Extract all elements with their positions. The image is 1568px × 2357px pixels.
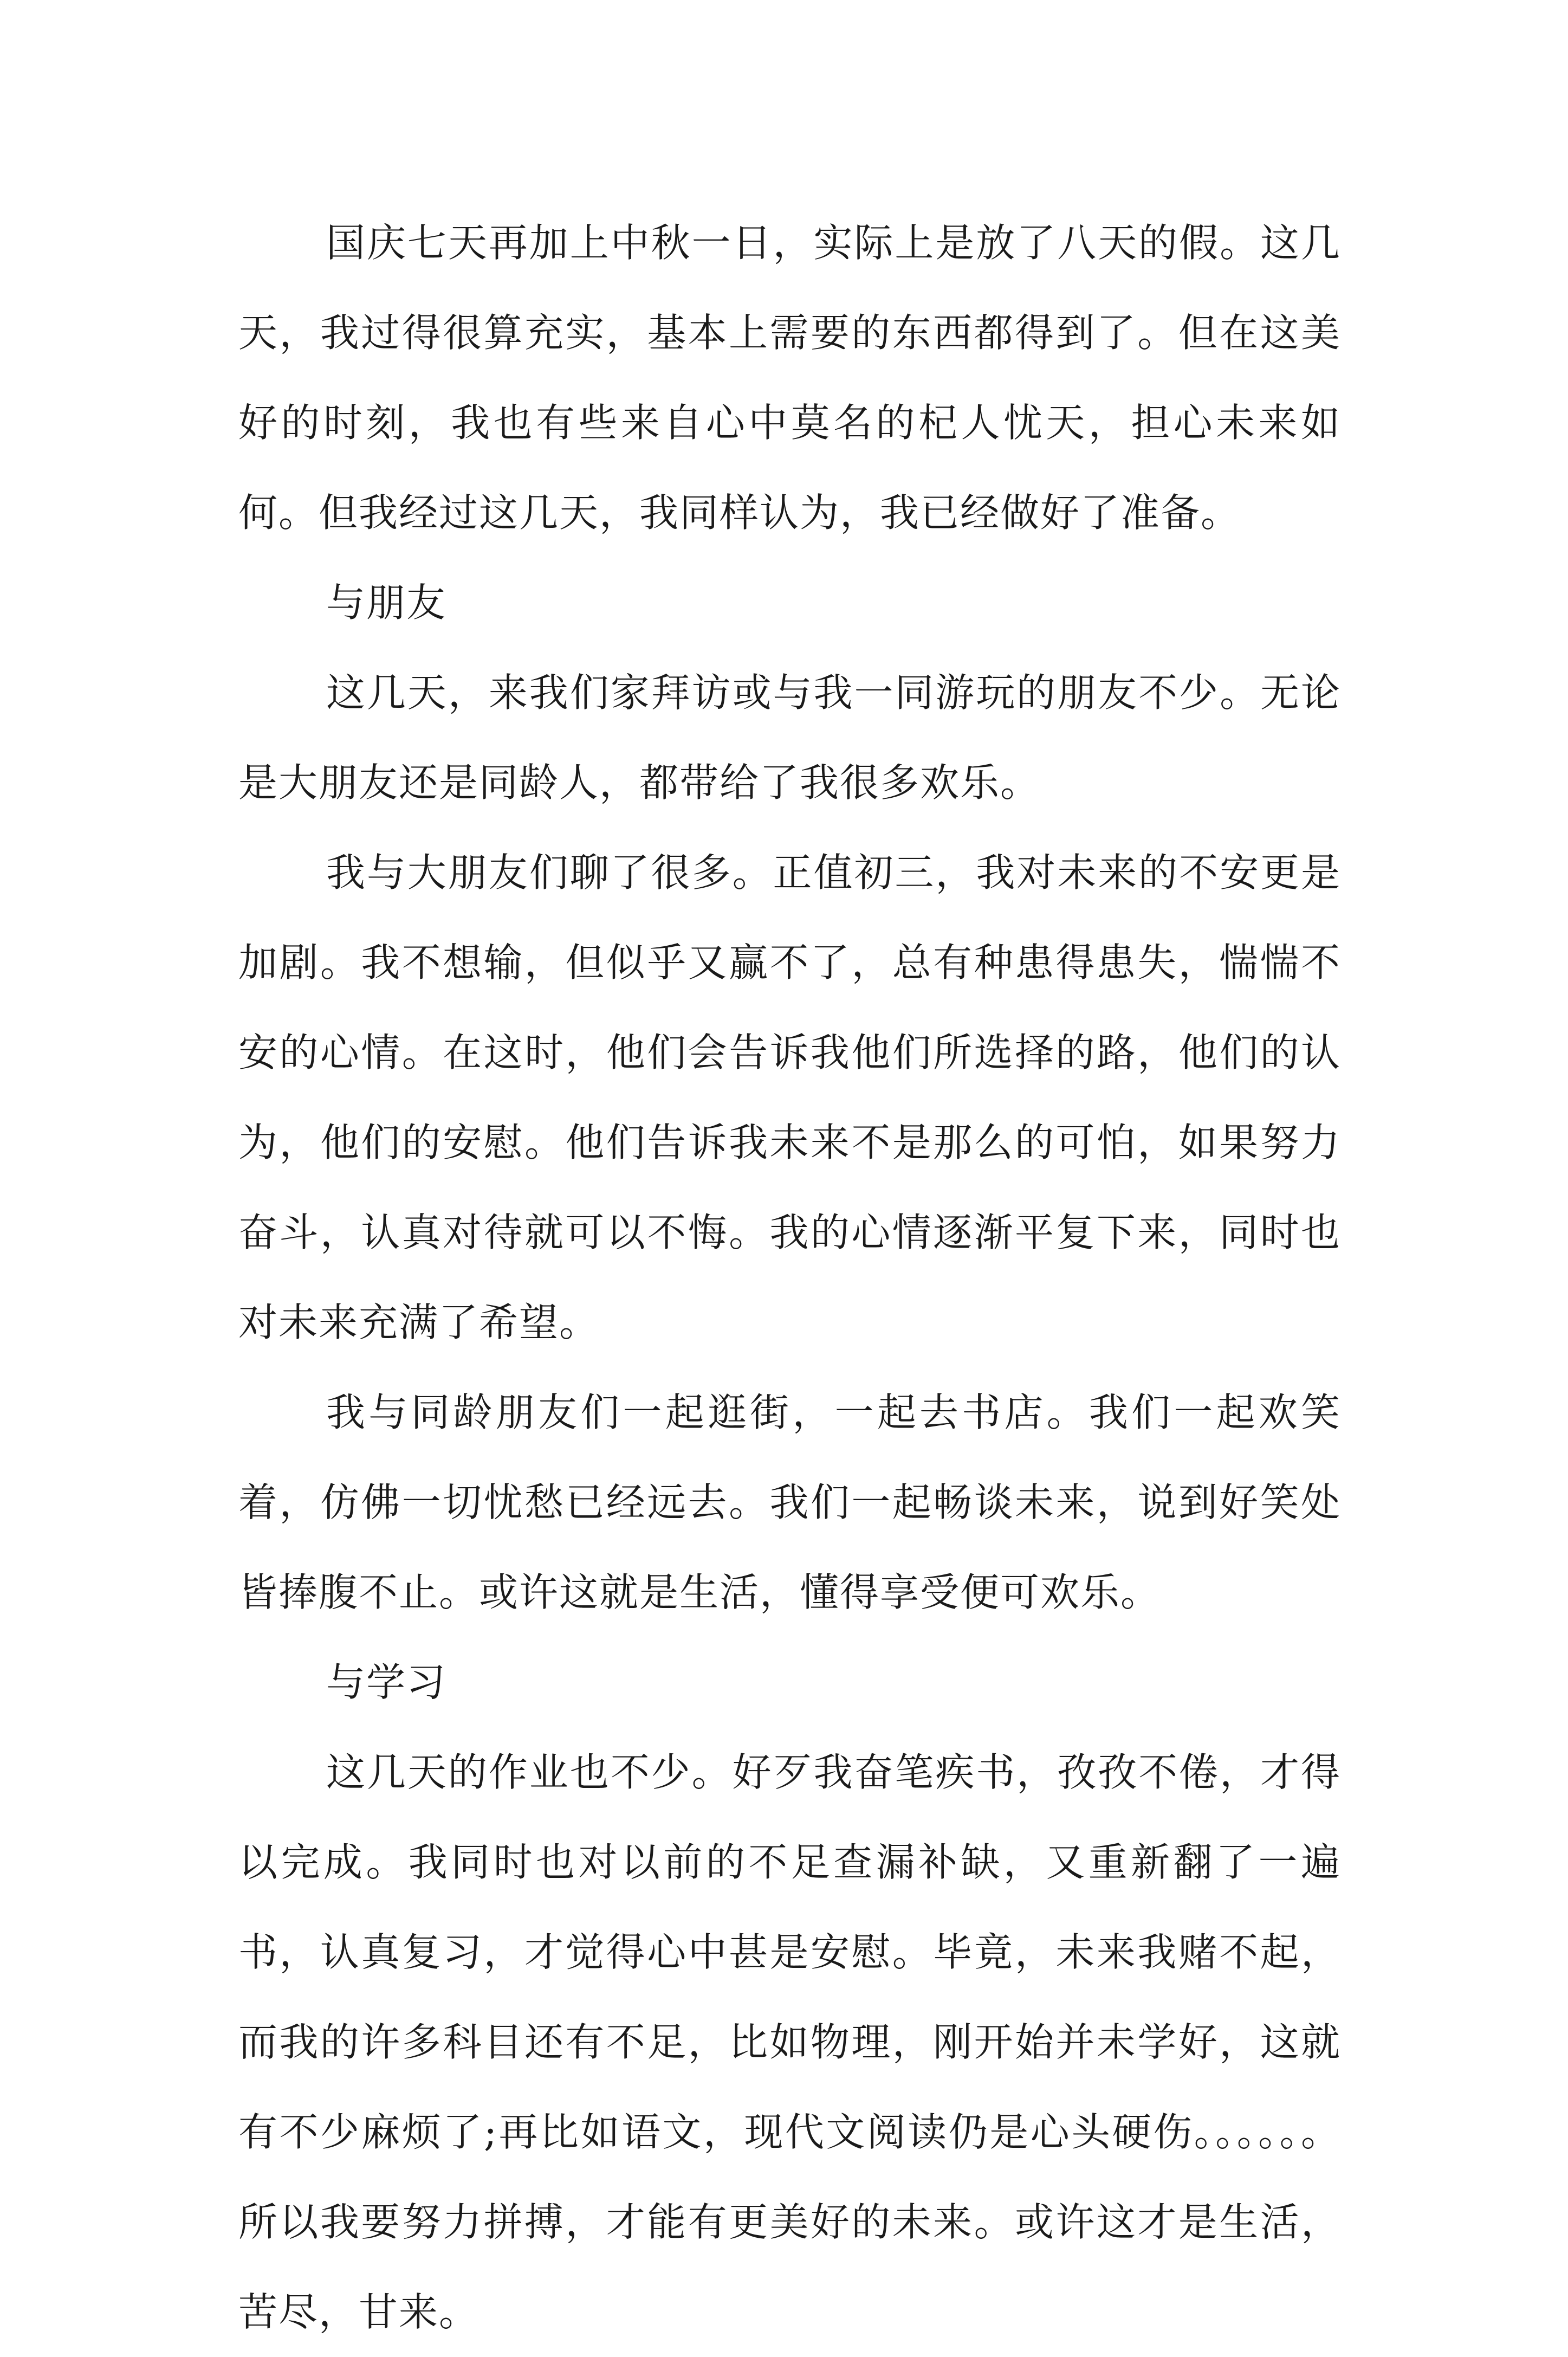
paragraph-older-friends: 我与大朋友们聊了很多。正值初三，我对未来的不安更是加剧。我不想输，但似乎又赢不了，总有种患得患失，惴惴不安的心情。在这时，他们会告诉我他们所选择的路，他们的认为，他们的安慰。他们告诉我未来不是那么的可怕，如果努力奋斗，认真对待就可以不悔。我的心情逐渐平复下来，同时也对未来充满了希望。 — [238, 850, 1341, 1345]
section-heading-study: 与学习 — [326, 1659, 447, 1705]
paragraph-study: 这几天的作业也不少。好歹我奋笔疾书，孜孜不倦，才得以完成。我同时也对以前的不足查漏补缺，又重新翻了一遍书，认真复习，才觉得心中甚是安慰。毕竟，未来我赌不起，而我的许多科目还有不足，比如物理，刚开始并未学好，这就有不少麻烦了;再比如语文，现代文阅读仍是心头硬伤。。。。。。所以我要努力拼搏，才能有更美好的未来。或许这才是生活，苦尽，甘来。 — [238, 1749, 1341, 2335]
document-body — [238, 198, 1341, 2357]
paragraph-friends-visit: 这几天，来我们家拜访或与我一同游玩的朋友不少。无论是大朋友还是同龄人，都带给了我很多欢乐。 — [238, 670, 1341, 805]
paragraph-intro: 国庆七天再加上中秋一日，实际上是放了八天的假。这几天，我过得很算充实，基本上需要的东西都得到了。但在这美好的时刻，我也有些来自心中莫名的杞人忧天，担心未来如何。但我经过这几天，我同样认为，我已经做好了准备。 — [238, 220, 1341, 535]
paragraph-peer-friends: 我与同龄朋友们一起逛街，一起去书店。我们一起欢笑着，仿佛一切忧愁已经远去。我们一起畅谈未来，说到好笑处皆捧腹不止。或许这就是生活，懂得享受便可欢乐。 — [238, 1390, 1341, 1615]
section-heading-friends: 与朋友 — [326, 580, 447, 625]
